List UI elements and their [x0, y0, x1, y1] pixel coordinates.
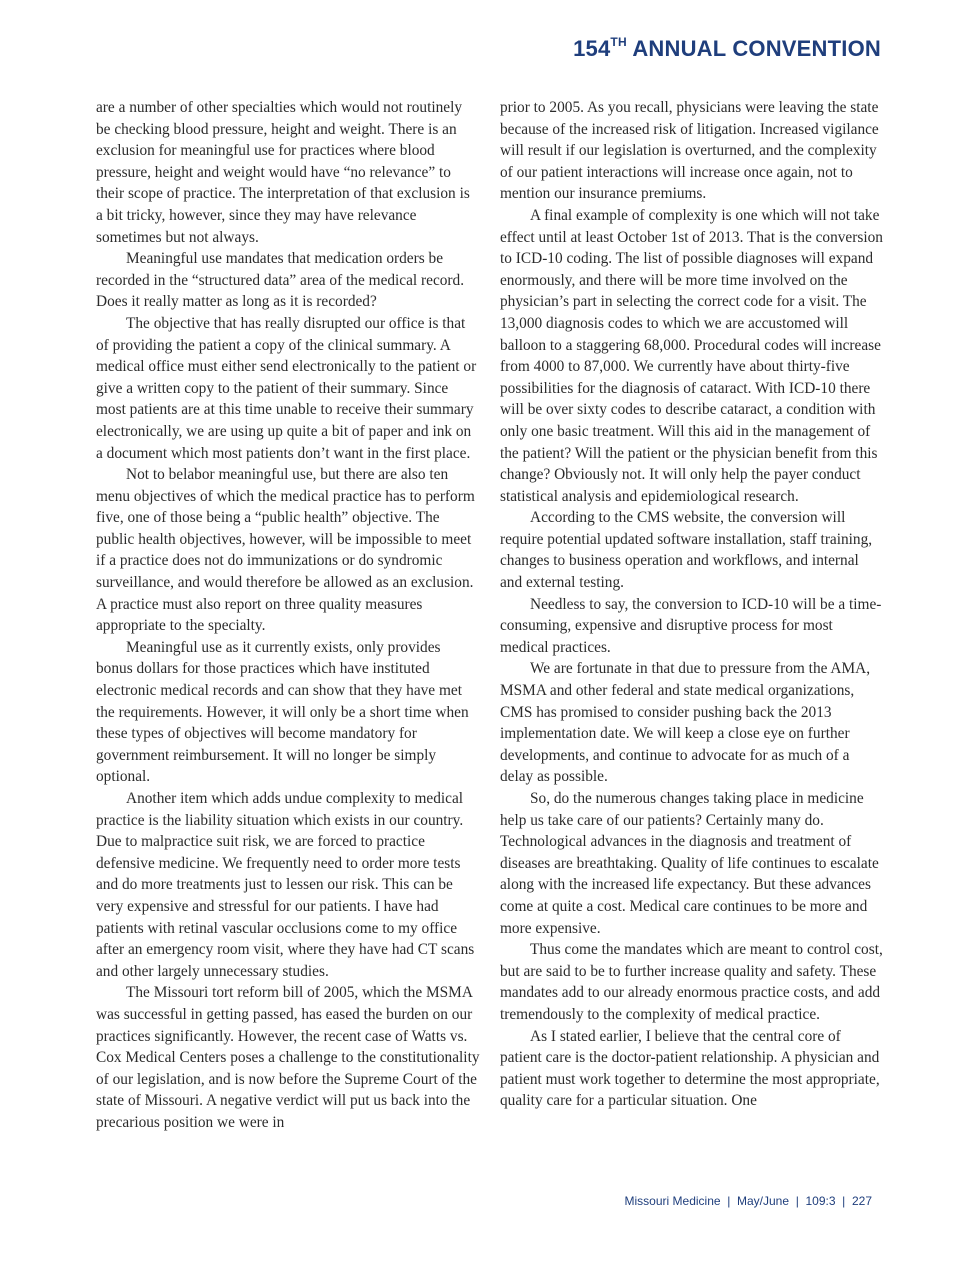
footer-page-number: 227 [851, 1194, 872, 1208]
footer-journal: Missouri Medicine [624, 1194, 721, 1208]
paragraph: As I stated earlier, I believe that the central core of patient care is the doctor-patient relationship. A physician and patient must work together to determine the most appropriate, quality care for a particular situation. One [500, 1027, 880, 1110]
paragraph: Thus come the mandates which are meant to control cost, but are said to be to further increase quality and safety. These mandates add to our already enormous practice costs, and add tremendously to the complexity of medical practice. [500, 941, 883, 1023]
paragraph: The objective that has really disrupted our office is that of providing the patient a copy of the clinical summary. A medical office must either send electronically to the patient or give a written copy to the patient of their summary. Since most patients are at this time unable to receive their summary electronically, we are using up quite a bit of paper and ink on a document which most patients don’t want in the first place. [96, 314, 477, 462]
paragraph: We are fortunate in that due to pressure from the AMA, MSMA and other federal and state medical organizations, CMS has promised to consider pushing back the 2013 implementation date. We will keep a close eye on further developments, and continue to advocate for as much of a delay as possible. [500, 660, 871, 786]
header-number: 154 [573, 36, 611, 61]
paragraph: Another item which adds undue complexity to medical practice is the liability situation which exists in our country. Due to malpractice suit risk, we are forced to practice defensive medicine. We frequently need to order more tests and do more treatments just to lessen our risk. This can be very expensive and stressful for our patients. I have had patients with retinal vascular occlusions come to my office after an emergency room visit, where they have had CT scans and other largely unnecessary studies. [96, 790, 475, 980]
paragraph: Not to belabor meaningful use, but there are also ten menu objectives of which the medical practice has to perform five, one of those being a “public health” objective. The public health objectives, however, will be impossible to meet if a practice does not do immunizations or do syndromic surveillance, and would therefore be allowed as an exclusion. A practice must also report on three quality measures appropriate to the specialty. [96, 466, 475, 635]
paragraph: So, do the numerous changes taking place in medicine help us take care of our patients? Certainly many do. Technological advances in the diagnosis and treatment of diseases are breathtaking. Quality of life continues to escalate along with the increased life expectancy. But these advances come at quite a cost. Medical care continues to be more and more expensive. [500, 790, 879, 937]
paragraph: Meaningful use as it currently exists, only provides bonus dollars for those practices which have instituted electronic medical records and can show that they have met the requirements. However, it will only be a short time when these types of objectives will become mandatory for government reimbursement. It will no longer be simply optional. [96, 638, 469, 786]
paragraph: A final example of complexity is one which will not take effect until at least October 1st of 2013. That is the conversion to ICD-10 coding. The list of possible diagnoses will expand enormously, and there will be more time involved on the physician’s part in selecting the correct code for a visit. The 13,000 diagnosis codes to which we are accustomed will balloon to a staggering 68,000. Procedural codes will increase from 4000 to 87,000. We currently have about thirty-five possibilities for the diagnosis of cataract. With ICD-10 there will be over sixty codes to describe cataract, a condition with only one basic treatment. Will this aid in the management of the patient? Will the patient or the physician benefit from this change? Obviously not. It will only help the payer conduct statistical analysis and epidemiological research. [500, 206, 883, 505]
header-title: ANNUAL CONVENTION [632, 36, 881, 61]
paragraph: prior to 2005. As you recall, physicians were leaving the state because of the increased risk of litigation. Increased vigilance will result if our legislation is overturned, and the complexity of our patient interactions will increase once again, not to mention our insurance premiums. [500, 99, 879, 203]
convention-header [573, 36, 881, 62]
page-footer: Missouri Medicine | May/June | 109:3 | 227 [624, 1194, 872, 1208]
left-column [96, 97, 480, 1134]
paragraph: The Missouri tort reform bill of 2005, which the MSMA was successful in getting passed, has eased the burden on our practices significantly. However, the recent case of Watts vs. Cox Medical Centers poses a challenge to the constitutionality of our legislation, and is now before the Supreme Court of the state of Missouri. A negative verdict will put us back into the precarious position we were in [96, 984, 480, 1131]
right-column [500, 97, 884, 1112]
header-suffix: TH [610, 34, 627, 49]
paragraph: According to the CMS website, the conversion will require potential updated software installation, staff training, changes to business operation and workflows, and internal and external testing. [500, 509, 873, 592]
footer-volume: 109:3 [805, 1194, 836, 1208]
paragraph: are a number of other specialties which would not routinely be checking blood pressure, height and weight. There is an exclusion for meaningful use for practices where blood pressure, height and weight would have “no relevance” to their scope of practice. The interpretation of that exclusion is a bit tricky, however, since they may have relevance sometimes but not always. [96, 99, 470, 246]
paragraph: Meaningful use mandates that medication orders be recorded in the “structured data” area of the medical record. Does it really matter as long as it is recorded? [96, 250, 465, 311]
footer-issue: May/June [737, 1194, 790, 1208]
paragraph: Needless to say, the conversion to ICD-10 will be a time-consuming, expensive and disruptive process for most medical practices. [500, 595, 882, 656]
